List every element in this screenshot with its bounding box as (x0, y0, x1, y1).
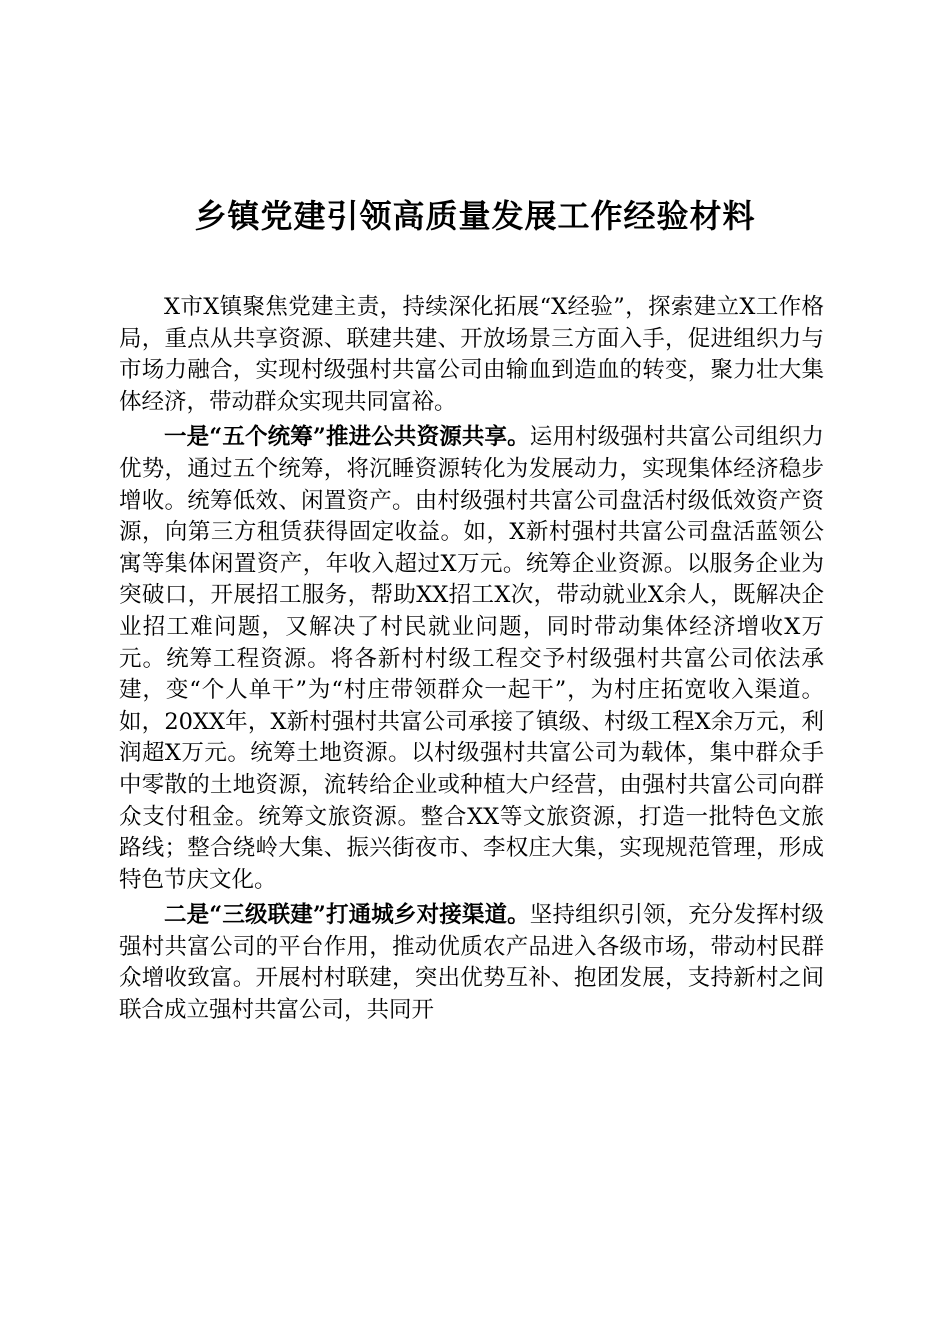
document-body (119, 292, 824, 1031)
paragraph-text-resource-sharing: 运用村级强村共富公司组织力优势，通过五个统筹，将沉睡资源转化为发展动力，实现集体经济稳步增收。统筹低效、闲置资产。由村级强村共富公司盘活村级低效资产资源，向第三方租赁获得固定收益。如，X新村强村共富公司盘活蓝领公寓等集体闲置资产，年收入超过X万元。统筹企业资源。以服务企业为突破口，开展招工服务，帮助XX招工X次，带动就业X余人，既解决企业招工难问题，又解决了村民就业问题，同时带动集体经济增收X万元。统筹工程资源。将各新村村级工程交予村级强村共富公司依法承建，变“个人单干”为“村庄带领群众一起干”，为村庄拓宽收入渠道。如，20XX年，X新村强村共富公司承接了镇级、村级工程X余万元，利润超X万元。统筹土地资源。以村级强村共富公司为载体，集中群众手中零散的土地资源，流转给企业或种植大户经营，由强村共富公司向群众支付租金。统筹文旅资源。整合XX等文旅资源，打造一批特色文旅路线；整合绕岭大集、振兴街夜市、李权庄大集，实现规范管理，形成特色节庆文化。 (119, 424, 824, 893)
paragraph-intro-text: X市X镇聚焦党建主责，持续深化拓展“X经验”，探索建立X工作格局，重点从共享资源、联建共建、开放场景三方面入手，促进组织力与市场力融合，实现村级强村共富公司由输血到造血的转变，聚力壮大集体经济，带动群众实现共同富裕。 (119, 294, 824, 415)
paragraph-heading-resource-sharing: 一是“五个统筹”推进公共资源共享。 (164, 424, 530, 451)
document-title: 乡镇党建引领高质量发展工作经验材料 (194, 197, 756, 235)
paragraph-joint-building (119, 900, 824, 1026)
paragraph-text-joint-building: 坚持组织引领，充分发挥村级强村共富公司的平台作用，推动优质农产品进入各级市场，带动村民群众增收致富。开展村村联建，突出优势互补、抱团发展，支持新村之间联合成立强村共富公司，共同开 (119, 902, 824, 1024)
paragraph-resource-sharing (119, 422, 824, 896)
paragraph-heading-joint-building: 二是“三级联建”打通城乡对接渠道。 (164, 902, 530, 929)
paragraph-intro (119, 292, 824, 418)
